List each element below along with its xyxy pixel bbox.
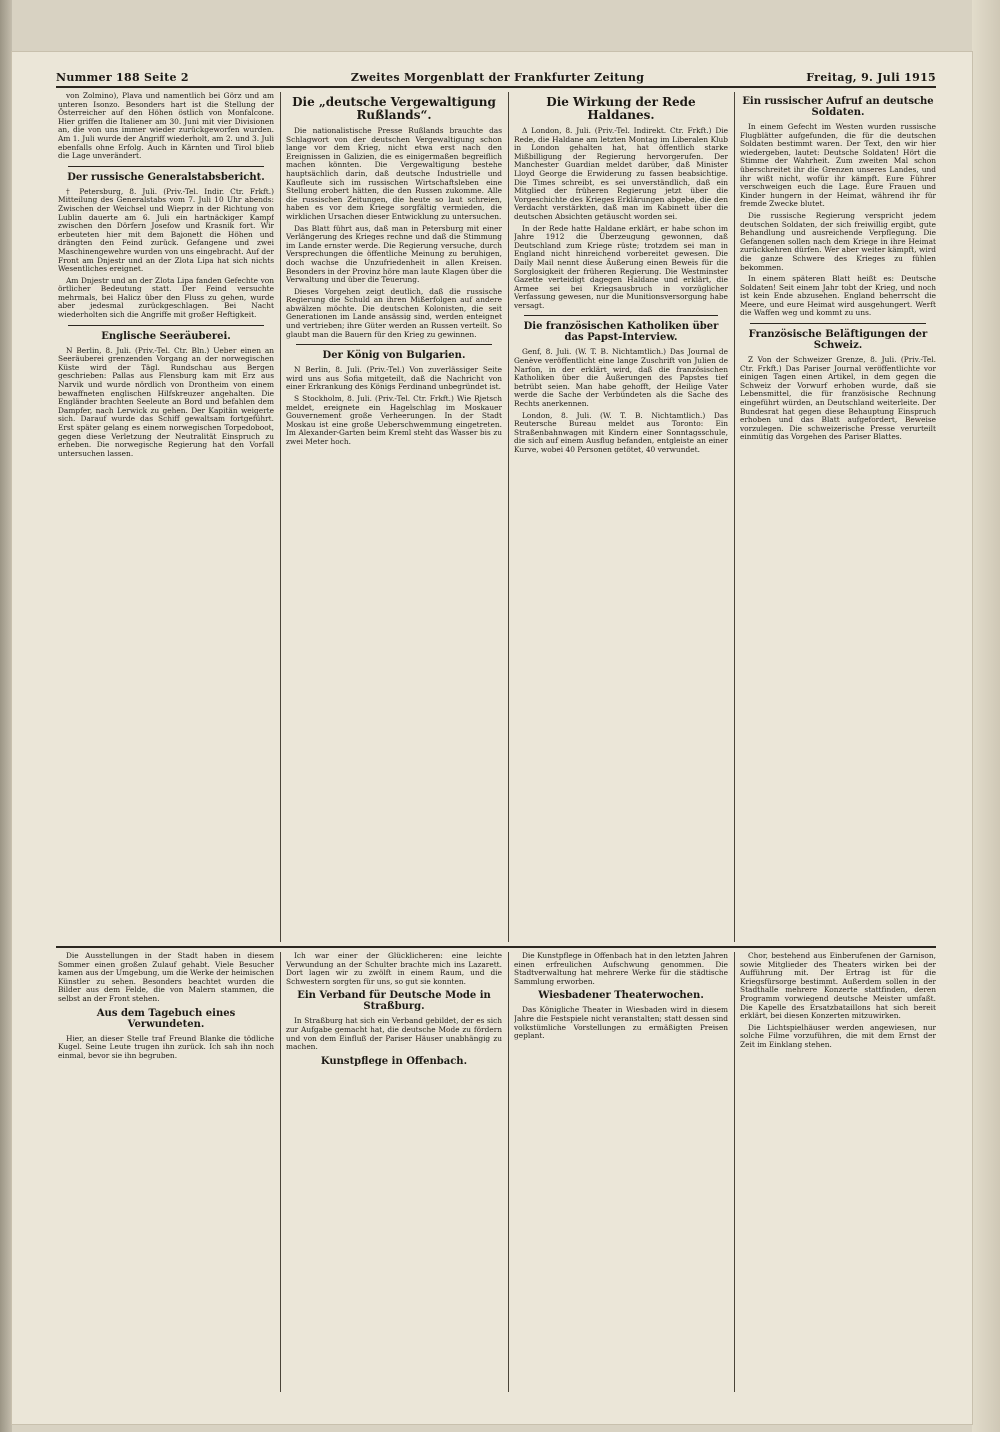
article-text: Das Königliche Theater in Wiesbaden wird in diesem Jahre die Festspiele nicht veranstalten; statt dessen sind volkstümliche Vorstellungen zu ermäßigten Preisen geplant. [514, 1005, 728, 1041]
feuilleton-column-1 [58, 952, 274, 1392]
article-text: Die nationalistische Presse Rußlands brauchte das Schlagwort von der deutschen Vergewaltigung schon lange vor dem Krieg, nicht etwa erst nach den Ereignissen in Galizien, die es einigermaßen begreiflich machen könnten. Die Vergewaltigung bestehe hauptsächlich darin, daß deutsche Industrielle und Kaufleute sich im russischen Wirtschaftsleben eine Stellung erobert hätten, die den Russen zukomme. Alle die russischen Zeitungen, die heute so laut schreien, haben es vor dem Kriege sorgfältig vermieden, die wirklichen Ursachen dieser Entwicklung zu untersuchen. [286, 126, 502, 221]
section-rule [68, 166, 264, 167]
headline-wiesbaden: Wiesbadener Theaterwochen. [538, 990, 704, 1002]
article-text: In einem späteren Blatt heißt es: Deutsche Soldaten! Seit einem Jahr tobt der Krieg, und noch ist kein Ende abzusehen. England beherrscht die Meere, und eure Heimat wird ausgehungert. Werft die Waffen weg und kommt zu uns. [740, 274, 936, 318]
section-rule [296, 344, 492, 345]
article-text: S Stockholm, 8. Juli. (Priv.-Tel. Ctr. Frkft.) Wie Rjetsch meldet, ereignete ein Hagelschlag im Moskauer Gouvernement große Verheerungen. In der Stadt Moskau ist eine große Ueberschwemmung eingetreten. Im Alexander-Garten beim Kreml steht das Wasser bis zu zwei Meter hoch. [286, 394, 502, 446]
article-text: In der Rede hatte Haldane erklärt, er habe schon im Jahre 1912 die Überzeugung gewonnen, daß Deutschland zum Kriege rüste; trotzdem sei man in England nicht hinreichend vorbereitet gewesen. Die Daily Mail nennt diese Äußerung einen Beweis für die Sorglosigkeit der früheren Regierung. Die Westminster Gazette verteidigt dagegen Haldane und erklärt, die Armee sei bei Kriegsausbruch in vorzüglicher Verfassung gewesen, nur die Munitionsversorgung habe versagt. [514, 223, 728, 310]
masthead-page-number: Nummer 188 Seite 2 [56, 70, 189, 84]
article-text: Ich war einer der Glücklicheren: eine leichte Verwundung an der Schulter brachte mich ins Lazarett. Dort lagen wir zu zwölft in einem Raum, und die Schwestern sorgten für uns, so gut sie konnten. [286, 952, 502, 986]
section-rule [524, 315, 718, 316]
headline-vergewaltigung: Die „deutsche Vergewaltigung Rußlands“. [292, 95, 496, 122]
feuilleton-rule [56, 946, 936, 948]
headline-russischer-aufruf: Ein russischer Aufruf an deutsche Soldaten. [742, 96, 934, 118]
page-edge [972, 0, 1000, 1432]
headline-schweiz: Französische Beläftigungen der Schweiz. [748, 329, 928, 352]
headline-koenig-bulgarien: Der König von Bulgarien. [322, 350, 466, 362]
column-rule [508, 92, 509, 942]
article-text: Die russische Regierung verspricht jedem deutschen Soldaten, der sich freiwillig ergibt, gute Behandlung und ausreichende Verpflegung. Die Gefangenen sollen nach dem Kriege in ihre Heimat zurückkehren dürfen. Wer aber weiter kämpft, wird die ganze Schwere des Krieges zu fühlen bekommen. [740, 210, 936, 272]
binding-gutter [0, 0, 12, 1432]
section-rule [750, 323, 926, 324]
headline-tagebuch: Aus dem Tagebuch eines Verwundeten. [96, 1007, 236, 1030]
column-rule [280, 92, 281, 942]
article-text: Hier, an dieser Stelle traf Freund Blanke die tödliche Kugel. Seine Leute trugen ihn zurück. Ich sah ihn noch einmal, bevor sie ihn begruben. [58, 1033, 274, 1060]
column-rule [280, 952, 281, 1392]
article-text: Die Kunstpflege in Offenbach hat in den letzten Jahren einen erfreulichen Aufschwung genommen. Die Stadtverwaltung hat mehrere Werke für die städtische Sammlung erworben. [514, 952, 728, 986]
column-4 [740, 92, 936, 942]
column-rule [734, 952, 735, 1392]
column-1 [58, 92, 274, 942]
feuilleton-column-4 [740, 952, 936, 1392]
column-rule [734, 92, 735, 942]
headline-seeraeuberei: Englische Seeräuberei. [101, 330, 231, 342]
article-text: Am Dnjestr und an der Zlota Lipa fanden Gefechte von örtlicher Bedeutung statt. Der Feind versuchte mehrmals, bei Halicz über den Fluss zu gehen, wurde aber jedesmal zurückgeschlagen. Bei Nacht wiederholten sich die Angriffe mit großer Heftigkeit. [58, 275, 274, 320]
article-text: Die Ausstellungen in der Stadt haben in diesem Sommer einen großen Zulauf gehabt. Viele Besucher kamen aus der Umgebung, um die Werke der heimischen Künstler zu sehen. Besonders beachtet wurden die Bilder aus dem Felde, die von Malern stammen, die selbst an der Front stehen. [58, 952, 274, 1003]
article-text: Das Blatt führt aus, daß man in Petersburg mit einer Verlängerung des Krieges rechne und daß die Stimmung im Lande ernster werde. Die Regierung versuche, durch Versprechungen die öffentliche Meinung zu beruhigen, doch wachse die Unzufriedenheit in allen Kreisen. Besonders in der Provinz höre man laute Klagen über die Verwaltung und über die Teuerung. [286, 223, 502, 285]
section-rule [68, 325, 264, 326]
feuilleton-column-2 [286, 952, 502, 1392]
article-text: Dieses Vorgehen zeigt deutlich, daß die russische Regierung die Schuld an ihren Mißerfolgen auf andere abwälzen möchte. Die deutschen Kolonisten, die seit Generationen im Lande ansässig sind, werden enteignet und vertrieben; ihre Güter werden an Russen verteilt. So glaubt man die Bauern für den Krieg zu gewinnen. [286, 286, 502, 339]
column-3 [514, 92, 728, 942]
headline-deutsche-mode: Ein Verband für Deutsche Mode in Straßburg. [297, 990, 491, 1013]
headline-katholiken: Die französischen Katholiken über das Papst-Interview. [523, 321, 719, 344]
article-text: Chor, bestehend aus Einberufenen der Garnison, sowie Mitglieder des Theaters wirken bei der Aufführung mit. Der Ertrag ist für die Kriegsfürsorge bestimmt. Außerdem sollen in der Stadthalle mehrere Konzerte stattfinden, deren Programm vorwiegend deutsche Meister umfaßt. Die Kapelle des Ersatzbataillons hat sich bereit erklärt, bei diesen Konzerten mitzuwirken. [740, 952, 936, 1021]
masthead-date: Freitag, 9. Juli 1915 [806, 70, 936, 84]
article-text: † Petersburg, 8. Juli. (Priv.-Tel. Indir. Ctr. Frkft.) Mitteilung des Generalstabs vom 7. Juli 10 Uhr abends: Zwischen der Weichsel und Wieprz in der Richtung von Lublin dauerte am 6. Juli ein hartnäckiger Kampf zwischen den Dörfern Josefow und Krasnik fort. Wir erbeuteten hier mit dem Bajonett die Höhen und drängten den Feind zurück. Gefangene und zwei Maschinengewehre wurden von uns eingebracht. Auf der Front am Dnjestr und an der Zlota Lipa hat sich nichts Wesentliches ereignet. [58, 186, 274, 274]
article-text: Δ London, 8. Juli. (Priv.-Tel. Indirekt. Ctr. Frkft.) Die Rede, die Haldane am letzten Montag im Liberalen Klub in London gehalten hat, hat öffentlich starke Mißbilligung der Regierung hervorgerufen. Der Manchester Guardian meldet darüber, daß Minister Lloyd George die Erwiderung zu fassen beabsichtige. Die Times schreibt, es sei unverständlich, daß ein Mitglied der früheren Regierung jetzt über die Vorgeschichte des Krieges Erklärungen abgebe, die den Verdacht verstärkten, daß man im Kabinett über die deutschen Absichten getäuscht worden sei. [514, 126, 728, 221]
article-text: von Zolmino), Plava und namentlich bei Görz und am unteren Isonzo. Besonders hart ist die Stellung der Österreicher auf den Höhen östlich von Monfalcone. Hier griffen die Italiener am 30. Juni mit vier Divisionen an, die von uns immer wieder zurückgeworfen wurden. Am 1. Juli wurde der Angriff wiederholt, am 2. und 3. Juli ebenfalls ohne Erfolg. Auch in Kärnten und Tirol blieb die Lage unverändert. [58, 92, 274, 161]
masthead [56, 70, 936, 84]
article-text: In Straßburg hat sich ein Verband gebildet, der es sich zur Aufgabe gemacht hat, die deutsche Mode zu fördern und von dem Einfluß der Pariser Häuser unabhängig zu machen. [286, 1016, 502, 1052]
column-rule [508, 952, 509, 1392]
article-text: London, 8. Juli. (W. T. B. Nichtamtlich.) Das Reutersche Bureau meldet aus Toronto: Ein Straßenbahnwagen mit Kindern einer Sonntagsschule, die sich auf einem Ausflug befanden, entgleiste an einer Kurve, wobei 40 Personen getötet, 40 verwundet. [514, 410, 728, 454]
article-text: Genf, 8. Juli. (W. T. B. Nichtamtlich.) Das Journal de Genève veröffentlicht eine lange Zuschrift von Julien de Narfon, in der erklärt wird, daß die französischen Katholiken über die Äußerungen des Papstes tief betrübt seien. Man habe gehofft, der Heilige Vater werde die Sache der Verbündeten als die Sache des Rechts anerkennen. [514, 347, 728, 409]
masthead-paper-title: Zweites Morgenblatt der Frankfurter Zeitung [350, 70, 645, 84]
column-2 [286, 92, 502, 942]
article-text: N Berlin, 8. Juli. (Priv.-Tel. Ctr. Bln.) Ueber einen an Seeräuberei grenzenden Vorgang an der norwegischen Küste wird der Tägl. Rundschau aus Bergen geschrieben: Pallas aus Flensburg kam mit Erz aus Narvik und wurde nördlich von Drontheim von einem bewaffneten englischen Hilfskreuzer angehalten. Die Engländer brachten Seeleute an Bord und befahlen dem Dampfer, nach Lerwick zu gehen. Der Kapitän weigerte sich. Darauf wurde das Schiff gewaltsam fortgeführt. Erst später gelang es einem norwegischen Torpedoboot, gegen diese Verletzung der Neutralität Einspruch zu erheben. Die norwegische Regierung hat den Vorfall untersuchen lassen. [58, 345, 274, 458]
masthead-rule [56, 86, 936, 88]
headline-kunstpflege: Kunstpflege in Offenbach. [320, 1055, 468, 1067]
article-text: Die Lichtspielhäuser werden angewiesen, nur solche Filme vorzuführen, die mit dem Ernst der Zeit im Einklang stehen. [740, 1022, 936, 1049]
headline-generalstab: Der russische Generalstabsbericht. [67, 171, 265, 183]
headline-haldane: Die Wirkung der Rede Haldanes. [546, 95, 696, 122]
article-text: In einem Gefecht im Westen wurden russische Flugblätter aufgefunden, die für die deutschen Soldaten bestimmt waren. Der Text, den wir hier wiedergeben, lautet: Deutsche Soldaten! Hört die Stimme der Wahrheit. Zum zweiten Mal schon überschreitet ihr die Grenzen unseres Landes, und ihr wißt nicht, wofür ihr kämpft. Eure Führer verschweigen euch die Lage. Eure Frauen und Kinder hungern in der Heimat, während ihr für fremde Zwecke blutet. [740, 122, 936, 209]
article-text: Z Von der Schweizer Grenze, 8. Juli. (Priv.-Tel. Ctr. Frkft.) Das Pariser Journal veröffentlichte vor einigen Tagen einen Artikel, in dem gegen die Schweiz der Vorwurf erhoben wurde, daß sie Lebensmittel, die für französische Rechnung eingeführt würden, an Deutschland weiterleite. Der Bundesrat hat gegen diese Behauptung Einspruch erhoben und das Blatt aufgefordert, Beweise vorzulegen. Die schweizerische Presse verurteilt einmütig das Vorgehen des Pariser Blattes. [740, 355, 936, 442]
feuilleton-column-3 [514, 952, 728, 1392]
article-text: N Berlin, 8. Juli. (Priv.-Tel.) Von zuverlässiger Seite wird uns aus Sofia mitgeteilt, daß die Nachricht von einer Erkrankung des Königs Ferdinand unbegründet ist. [286, 365, 502, 392]
